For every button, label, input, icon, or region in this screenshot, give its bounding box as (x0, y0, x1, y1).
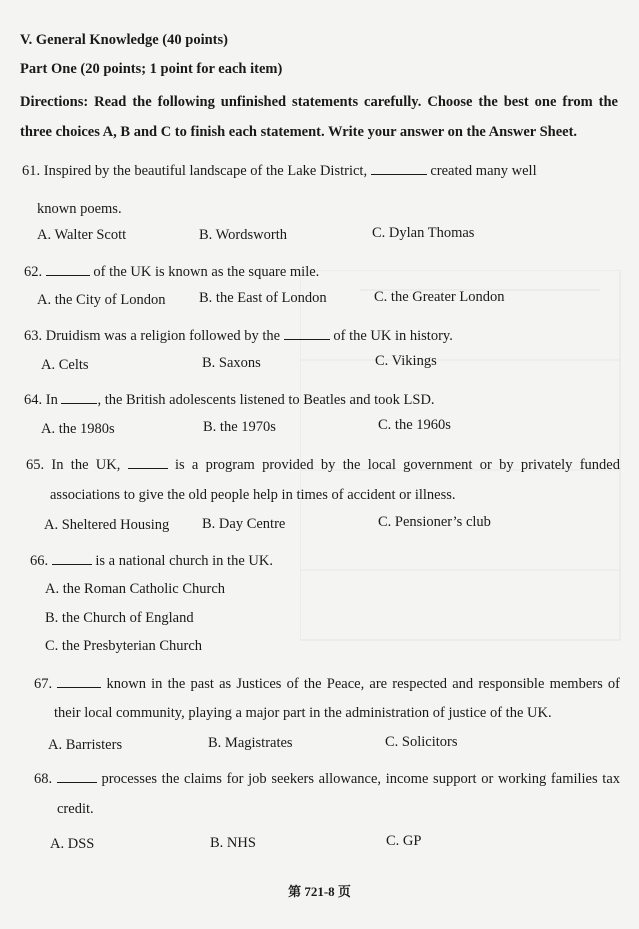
option-c: C. GP (386, 833, 422, 849)
question-text: is a program provided by the local government or by privately funded (167, 457, 620, 473)
question-68 (34, 770, 620, 788)
option-c: C. the 1960s (378, 417, 451, 433)
answer-blank (284, 327, 330, 340)
question-text: created many well (426, 163, 537, 179)
question-67-line-2: their local community, playing a major part in the administration of justice of the UK. (54, 705, 552, 721)
option-c: C. the Presbyterian Church (45, 638, 203, 654)
option-a: A. Celts (41, 357, 89, 373)
answer-blank (57, 675, 101, 688)
option-b: B. the 1970s (203, 419, 276, 435)
part-title: Part One (20 points; 1 point for each item) (20, 61, 283, 77)
option-b: B. the Church of England (45, 610, 194, 626)
question-text: 68. (34, 771, 57, 787)
option-c: C. the Greater London (374, 289, 505, 305)
answer-blank (57, 770, 97, 783)
directions-line-2: three choices A, B and C to finish each statement. Write your answer on the Answer Sheet. (20, 124, 578, 140)
question-text: 66. (30, 553, 52, 569)
question-67 (34, 675, 620, 693)
question-61-line-2: known poems. (37, 201, 122, 217)
question-text: 64. In (24, 392, 62, 408)
question-63 (24, 327, 453, 345)
option-a: A. Barristers (48, 737, 123, 753)
question-text: 62. (24, 264, 46, 280)
question-61 (22, 162, 537, 180)
question-65-line-2: associations to give the old people help in times of accident or illness. (50, 487, 456, 503)
answer-blank (52, 552, 92, 565)
question-62 (24, 263, 319, 281)
answer-blank (371, 162, 427, 175)
directions-line-1: Directions: Read the following unfinished statements carefully. Choose the best one from the (20, 94, 618, 110)
answer-blank (61, 391, 97, 404)
option-a: A. Walter Scott (37, 227, 127, 243)
question-text: of the UK in history. (329, 328, 453, 344)
option-c: C. Solicitors (385, 734, 458, 750)
question-text: 61. Inspired by the beautiful landscape of the Lake District, (22, 163, 371, 179)
option-b: B. Wordsworth (199, 227, 287, 243)
option-a: A. Sheltered Housing (44, 517, 170, 533)
question-65 (26, 456, 620, 474)
question-text: processes the claims for job seekers allowance, income support or working families tax (96, 771, 621, 787)
option-a: A. the City of London (37, 292, 166, 308)
question-64 (24, 391, 435, 409)
question-text: 63. Druidism was a religion followed by the (24, 328, 284, 344)
option-c: C. Dylan Thomas (372, 225, 475, 241)
option-b: B. the East of London (199, 290, 327, 306)
answer-blank (46, 263, 90, 276)
question-text: known in the past as Justices of the Peace, are respected and responsible members of (101, 676, 620, 692)
section-title: V. General Knowledge (40 points) (20, 32, 228, 48)
question-68-line-2: credit. (57, 801, 94, 817)
question-66 (30, 552, 273, 570)
question-text: , the British adolescents listened to Beatles and took LSD. (97, 392, 435, 408)
page-number: 第 721-8 页 (288, 884, 351, 899)
option-b: B. Magistrates (208, 735, 293, 751)
option-c: C. Vikings (375, 353, 437, 369)
question-text: 67. (34, 676, 58, 692)
option-a: A. DSS (50, 836, 95, 852)
option-b: B. NHS (210, 835, 256, 851)
option-c: C. Pensioner’s club (378, 514, 491, 530)
option-b: B. Day Centre (202, 516, 286, 532)
option-b: B. Saxons (202, 355, 261, 371)
option-a: A. the Roman Catholic Church (45, 581, 226, 597)
option-a: A. the 1980s (41, 421, 115, 437)
question-text: of the UK is known as the square mile. (89, 264, 320, 280)
question-text: 65. In the UK, (26, 457, 128, 473)
answer-blank (128, 456, 168, 469)
question-text: is a national church in the UK. (91, 553, 273, 569)
